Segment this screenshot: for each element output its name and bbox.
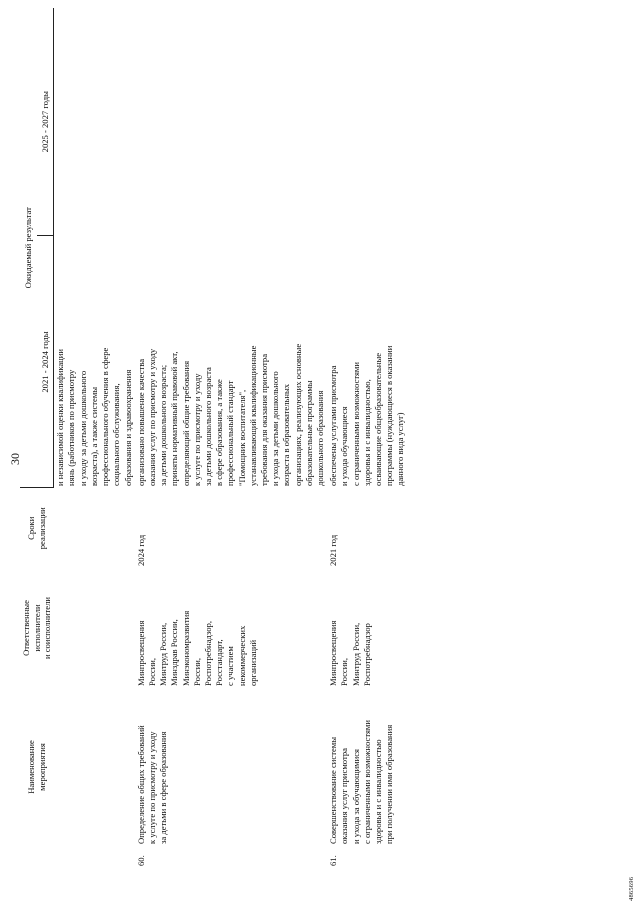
- result-cell-2025-2027: [327, 8, 407, 236]
- measure-name: Определение общих требований к услуге по присмотру и уходу за детьми в сфере образования: [135, 725, 169, 844]
- executors-cell: Минпросвещения России, Минтруд России, Минздрав России, Минэкономразвития России, Роспотребнадзор, Росстандарт, с участием некоммерческих организаций: [135, 610, 258, 686]
- result-cell-2025-2027: [135, 8, 327, 236]
- table-row: [135, 8, 327, 868]
- page-number: 30: [8, 453, 22, 465]
- deadline-cell: 2024 год: [135, 534, 146, 566]
- result-cell: и независимой оценки квалификации нянь (работников по присмотру и уходу за детьми дошкольного возраста), а также системы профессионального обучения в сфере социального обслуживания, образования и здравоохранения: [55, 347, 133, 486]
- result-cell: обеспечены услугами присмотра и ухода обучающиеся с ограниченными возможностями здоровья и с инвалидностью, осваивающие общеобразовательные программы (нуждающиеся в оказании данного вида услуг): [328, 345, 406, 486]
- header-expected-result: Ожидаемый результат: [20, 8, 37, 488]
- deadline-cell: 2021 год: [328, 534, 339, 566]
- header-executors: Ответственные исполнители и соисполнители: [21, 597, 53, 659]
- header-period-2025-2027: 2025 - 2027 годы: [37, 8, 54, 236]
- executors-cell: Минпросвещения России, Минтруд России, Роспотребнадзор: [328, 620, 372, 686]
- header-period-2021-2024: 2021 - 2024 годы: [37, 236, 54, 488]
- result-cell: организовано повышение качества оказания услуг по присмотру и уходу за детьми дошкольного возраста; приняты нормативный правовой акт, определяющий общие требования к услуге по присмотру и уходу за детьми дошкольного возраста в сфере образования, а также профессиональный стандарт "Помощник воспитателя", устанавливающий квалификационные требования для оказания присмотра и ухода за детьми дошкольного возраста в образовательных организациях, реализующих основные образовательные программы дошкольного образования: [135, 343, 325, 486]
- row-number: 61.: [328, 855, 339, 866]
- header-deadline: Сроки реализации: [26, 507, 47, 550]
- header-name: Наименование мероприятия: [26, 740, 47, 794]
- measure-name: Совершенствование системы оказания услуг присмотра и ухода за обучающимися с ограниченными возможностями здоровья и с инвалидностью при получении ими образования: [328, 720, 395, 844]
- table-row: [327, 8, 407, 868]
- measures-table: [20, 8, 408, 868]
- table-row: [54, 8, 135, 868]
- document-code: 4865696: [628, 876, 635, 901]
- row-number: 60.: [135, 855, 146, 866]
